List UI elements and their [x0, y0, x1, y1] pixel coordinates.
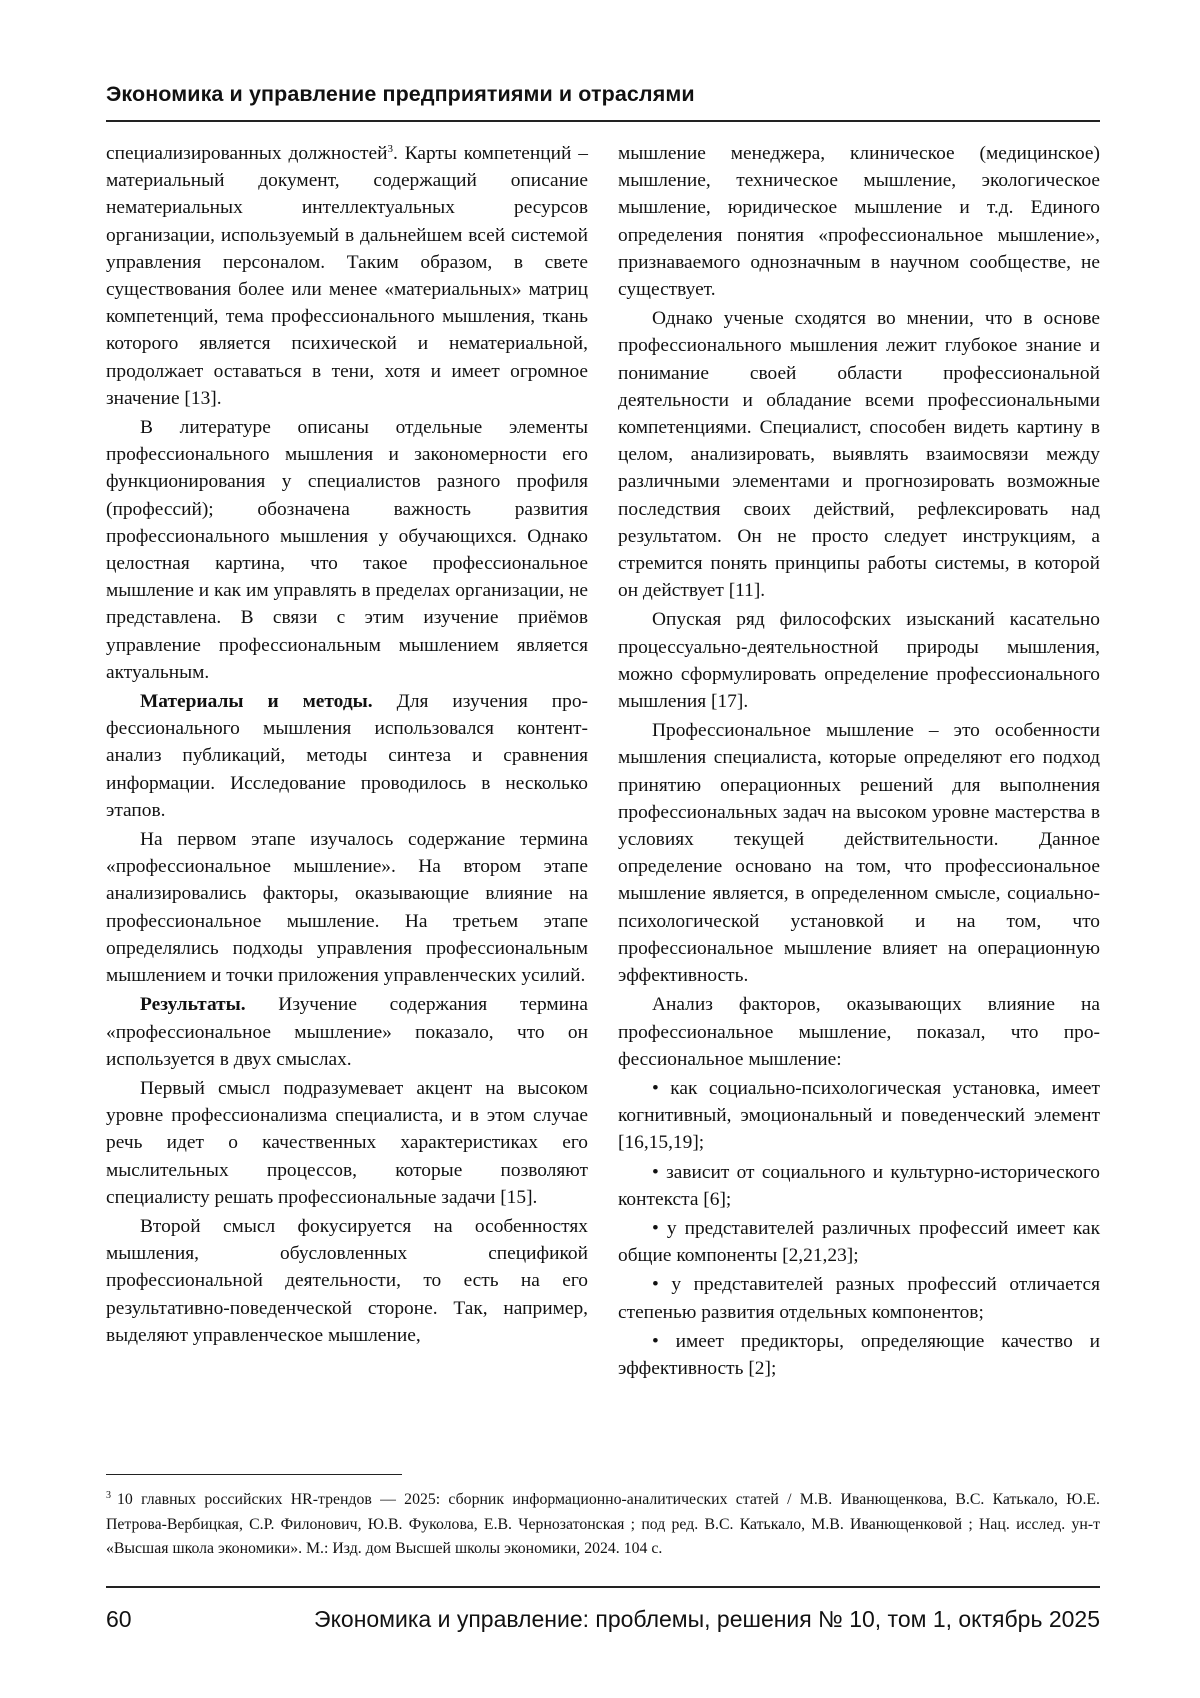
footnote-mark: 3 — [106, 1490, 111, 1501]
paragraph: Опуская ряд философских изысканий касательно процессуально-деятельностной природы мышления, можно сформулировать определение профессионального мышления [17]. — [618, 609, 1100, 713]
text-fragment: специализированных должностей — [106, 143, 388, 164]
paragraph: Профессиональное мышление – это особенности мышления специалиста, которые определяют его подход принятию операционных решений для выполнения профессиональных задач на высоком уровне мастерства в условиях текущей действительности. Данное определение основано на том, что профессиональное мышление является, в определенном смысле, социально-психологической установкой и на том, что профессиональное мышление влияет на операционную эффективность. — [618, 720, 1100, 987]
list-item: • как социально-психологическая установка, имеет когнитивный, эмоциональный и поведенческий элемент [16,15,19]; — [618, 1077, 1100, 1154]
paragraph: Анализ факторов, оказывающих влияние на профессиональное мышление, показал, что профессиональное мышление: — [618, 994, 1100, 1070]
paragraph — [106, 688, 588, 824]
list-item: • зависит от социального и культурно-исторического контекста [6]; — [618, 1161, 1100, 1210]
paragraph: Первый смысл подразумевает акцент на высоком уровне профессионализма специалиста, и в этом случае речь идет о качественных характеристиках его мыслительных процессов, которые позволяют специалисту решать профессиональные задачи [15]. — [106, 1077, 588, 1208]
paragraph: Однако ученые сходятся во мнении, что в основе профессионального мышления лежит глубокое знание и понимание своей области профессиональной деятельности и обладание всеми профессиональными компетенциями. Специалист, способен видеть картину в целом, анализировать, выявлять взаимосвязи между различными элементами и прогнозировать возможные последствия своих действий, рефлексировать над результатом. Он не просто следует инструкциям, а стремится понять принципы работы системы, в которой он действует [11]. — [618, 308, 1100, 602]
paragraph — [106, 140, 588, 412]
paragraph: На первом этапе изучалось содержание термина «профессиональное мышление». На втором этапе анализировались факторы, оказывающие влияние на профессиональное мышление. На третьем этапе определялись подходы управления профессиональным мышлением и точки приложения управленческих усилий. — [106, 829, 588, 987]
section-heading-inline: Результаты. — [140, 994, 246, 1016]
text-fragment: . Карты компетенций – материальный документ, содержащий описание нематериальных интеллектуальных ресурсов организации, используемый в дальнейшем всей системой управления персоналом. Таким образом, в свете существования более или менее «материальных» матриц компетенций, тема профессионального мышления, ткань которого является психической и нематериальной, продолжает оставаться в тени, хотя и имеет огромное значение [13]. — [106, 143, 588, 409]
running-header: Экономика и управление предприятиями и отраслями — [106, 82, 695, 106]
list-item: • у представителей различных профессий имеет как общие компоненты [2,21,23]; — [618, 1217, 1100, 1267]
right-column — [618, 140, 1100, 1384]
text-fragment: Изучение содержания термина «профессиональное мышление» показало, что он используется в двух смыслах. — [106, 994, 588, 1070]
list-item: • у представителей разных профессий отличается степенью развития отдельных компонентов; — [618, 1274, 1100, 1323]
header-divider — [106, 120, 1100, 122]
paragraph — [106, 991, 588, 1073]
section-heading-inline: Материалы и методы. — [140, 691, 373, 713]
list-item: • имеет предикторы, определяющие качество и эффективность [2]; — [618, 1330, 1100, 1379]
text-fragment: Для изучения профессионального мышления использовался контент-анализ публикаций, методы синтеза и сравнения информации. Исследование проводилось в несколько этапов. — [106, 691, 588, 821]
footnote-reference: 3 — [387, 143, 393, 155]
footnote-divider — [106, 1474, 402, 1475]
footnote-text: 10 главных российских HR-трендов — 2025: сборник информационно-аналитических статей / М.В. Иванющенкова, В.С. Катькало, Ю.Е. Петрова-Вербицкая, С.Р. Филонович, Ю.В. Фуколова, Е.В. Чернозатонская ; под ред. В.С. Катькало, М.В. Иванющенковой ; Нац. исслед. ун-т «Высшая школа экономики». М.: Изд. дом Высшей школы экономики, 2024. 104 с. — [106, 1491, 1100, 1557]
page-number: 60 — [106, 1606, 132, 1632]
paragraph: мышление менеджера, клиническое (медицинское) мышление, техническое мышление, экологическое мышление, юридическое мышление и т.д. Единого определения понятия «профессиональное мышление», признаваемого однозначным в научном сообществе, не существует. — [618, 143, 1100, 301]
paragraph: В литературе описаны отдельные элементы профессионального мышления и закономерности его функционирования у специалистов разного профиля (профессий); обозначена важность развития профессионального мышления у обучающихся. Однако целостная картина, что такое профессиональное мышление и как им управлять в пределах организации, не представлена. В связи с этим изучение приёмов управление профессиональным мышлением является актуальным. — [106, 417, 588, 683]
footnote — [106, 1488, 1100, 1562]
journal-info: Экономика и управление: проблемы, решения № 10, том 1, октябрь 2025 — [314, 1606, 1100, 1632]
left-column — [106, 140, 588, 1351]
footer-divider — [106, 1586, 1100, 1588]
paragraph: Второй смысл фокусируется на особенностях мышления, обусловленных спецификой профессиональной деятельности, то есть на его результативно-поведенческой стороне. Так, например, выделяют управленческое мышление, — [106, 1215, 588, 1346]
